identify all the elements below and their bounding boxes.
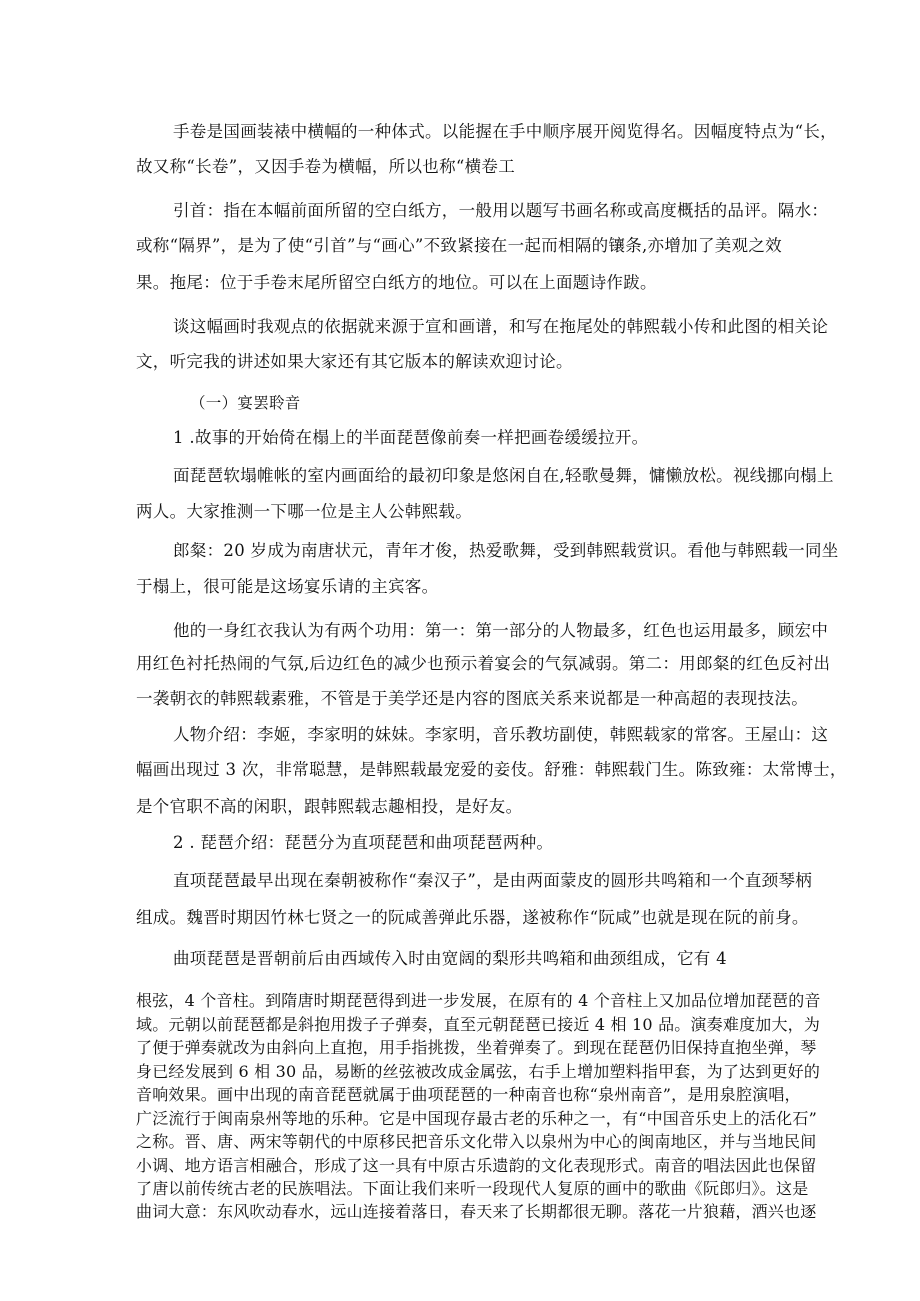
text-line: 曲项琵琶是晋朝前后由西域传入时由宽阔的梨形共鸣箱和曲颈组成，它有 4 — [173, 949, 727, 968]
text-line: 广泛流行于闽南泉州等地的乐种。它是中国现存最古老的乐种之一，有“中国音乐史上的活化石” — [136, 1109, 817, 1128]
text-line: 故又称“长卷”，又因手卷为横幅，所以也称“横卷工 — [136, 157, 516, 176]
text-line: 于榻上，很可能是这场宴乐请的主宾客。 — [136, 577, 439, 596]
section-heading: （一）宴罢聆音 — [190, 394, 301, 412]
text-line: 郎粲：20 岁成为南唐状元，青年才俊，热爱歌舞，受到韩熙载赏识。看他与韩熙载一同坐 — [173, 541, 839, 560]
text-line: 之称。晋、唐、两宋等朝代的中原移民把音乐文化带入以泉州为中心的闽南地区，并与当地民间 — [136, 1132, 817, 1151]
text-line: 果。拖尾：位于手卷末尾所留空白纸方的地位。可以在上面题诗作跋。 — [136, 273, 657, 292]
text-line: 是个官职不高的闲职，跟韩熙载志趣相投，是好友。 — [136, 797, 523, 816]
numbered-heading: 1 .故事的开始倚在榻上的半面琵琶像前奏一样把画卷缓缓拉开。 — [173, 428, 649, 447]
text-line: 直项琵琶最早出现在秦朝被称作“秦汉子”，是由两面蒙皮的圆形共鸣箱和一个直颈琴柄 — [173, 871, 813, 890]
text-line: 身已经发展到 6 相 30 品，易断的丝弦被改成金属弦，右手上增加塑料指甲套，为了达到更好的 — [136, 1062, 821, 1081]
text-line: 幅画出现过 3 次，非常聪慧，是韩熙载最宠爱的妾伎。舒雅：韩熙载门生。陈致雍：太常博士， — [136, 760, 847, 779]
text-line: 他的一身红衣我认为有两个功用：第一：第一部分的人物最多，红色也运用最多，顾宏中 — [173, 621, 829, 640]
text-line: 曲词大意：东风吹动春水，远山连接着落日，春天来了长期都很无聊。落花一片狼藉，酒兴也逐 — [136, 1202, 817, 1221]
text-line: 引首：指在本幅前面所留的空白纸方，一般用以题写书画名称或高度概括的品评。隔水： — [173, 201, 829, 220]
text-line: 了便于弹奏就改为由斜向上直抱，用手指挑拨，坐着弹奏了。到现在琵琶仍旧保持直抱坐弹，琴 — [136, 1038, 817, 1057]
text-line: 音响效果。画中出现的南音琵琶就属于曲项琵琶的一种南音也称“泉州南音”，是用泉腔演唱， — [136, 1085, 801, 1104]
text-line: 了唐以前传统古老的民族唱法。下面让我们来听一段现代人复原的画中的歌曲《阮郎归》。这是 — [136, 1179, 809, 1198]
text-line: 两人。大家推测一下哪一位是主人公韩熙载。 — [136, 502, 472, 521]
text-line: 小调、地方语言相融合，形成了这一具有中原古乐遗韵的文化表现形式。南音的唱法因此也保留 — [136, 1156, 817, 1175]
text-line: 文，听完我的讲述如果大家还有其它版本的解读欢迎讨论。 — [136, 352, 573, 371]
text-line: 或称“隔界”，是为了使“引首”与“画心”不致紧接在一起而相隔的镶条,亦增加了美观之效 — [136, 236, 782, 255]
text-line: 人物介绍：李姬，李家明的妹妹。李家明，音乐教坊副使，韩熙载家的常客。王屋山：这 — [173, 725, 829, 744]
text-line: 面琵琶软塌帷帐的室内画面给的最初印象是悠闲自在,轻歌曼舞，慵懒放松。视线挪向榻上 — [173, 466, 834, 485]
text-line: 谈这幅画时我观点的依据就来源于宣和画谱，和写在拖尾处的韩熙载小传和此图的相关论 — [173, 317, 829, 336]
text-line: 组成。魏晋时期因竹林七贤之一的阮咸善弹此乐器，遂被称作“阮咸”也就是现在阮的前身。 — [136, 908, 809, 927]
text-line: 手卷是国画装裱中横幅的一种体式。以能握在手中顺序展开阅览得名。因幅度特点为“长， — [173, 122, 837, 141]
text-line: 用红色衬托热闹的气氛,后边红色的减少也预示着宴会的气氛减弱。第二：用郎粲的红色反衬出 — [136, 654, 831, 673]
text-line: 域。元朝以前琵琶都是斜抱用拨子子弹奏，直至元朝琵琶已接近 4 相 10 品。演奏难度加大，为 — [136, 1015, 821, 1034]
text-line: 根弦，4 个音柱。到隋唐时期琵琶得到进一步发展，在原有的 4 个音柱上又加品位增加琵琶的音 — [136, 991, 821, 1010]
numbered-heading: 2 . 琵琶介绍：琵琶分为直项琵琶和曲项琵琶两种。 — [173, 833, 554, 852]
text-line: 一袭朝衣的韩熙载素雅，不管是于美学还是内容的图底关系来说都是一种高超的表现技法。 — [136, 689, 808, 708]
